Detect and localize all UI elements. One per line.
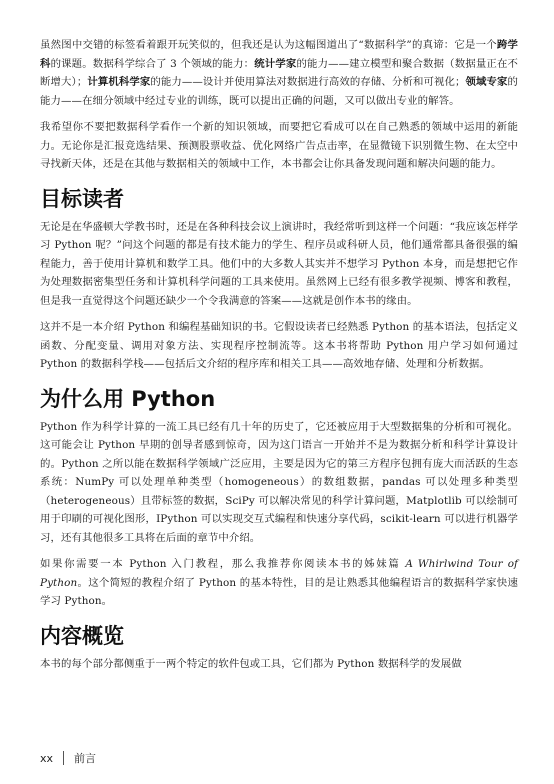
paragraph-overview: 本书的每个部分都侧重于一两个特定的软件包或工具，它们都为 Python 数据科学的发展做: [40, 657, 462, 670]
footer-section-title: 前言: [74, 752, 97, 765]
paragraph-why-python-2: [40, 555, 518, 611]
text-run: 的能力——建立模型和聚合数据（数据量正在不断增大）；: [40, 57, 518, 88]
heading-target-readers: 目标读者: [40, 186, 124, 211]
page-number: xx: [40, 751, 54, 765]
paragraph-why-python-1: Python 作为科学计算的一流工具已经有几十年的历史了，它还被应用于大型数据集的分析和可视化。这可能会让 Python 早期的创导者感到惊奇，因为这门语言一开始并不是为数据分析和科学计算设计的。Python 之所以能在数据科学领域广泛应用，主要是因为它的第三方程序包拥有庞大而活跃的生态系统：NumPy 可以处理单种类型（homogeneous）的数组数据，pandas 可以处理多种类型（heterogeneous）且带标签的数据，SciPy 可以解决常见的科学计算问题，Matplotlib 可以绘制可用于印刷的可视化图形，IPython 可以实现交互式编程和快速分享代码，scikit-learn 可以进行机器学习，还有其他很多工具将在后面的章节中介绍。: [40, 420, 518, 544]
heading-overview: 内容概览: [40, 623, 124, 648]
text-run: 虽然图中交错的标签看着跟开玩笑似的，但我还是认为这幅图道出了“数据科学”的真谛：它是一个: [40, 39, 497, 51]
bold-term: 领域专家: [465, 76, 508, 88]
text-run: 的能力——设计并使用算法对数据进行高效的存储、分析和可视化；: [150, 76, 466, 88]
paragraph-intro: [40, 36, 518, 110]
footer-divider: [63, 751, 64, 765]
text-run: 的能力——在细分领域中经过专业的训练，既可以提出正确的问题，又可以做出专业的解答。: [40, 76, 518, 107]
bold-term: 跨学科: [40, 39, 518, 70]
text-run: 的课题。数据科学综合了 3 个领域的能力：: [50, 57, 255, 70]
paragraph-skills: 我希望你不要把数据科学看作一个新的知识领域，而要把它看成可以在自己熟悉的领域中运用的新能力。无论你是汇报竞选结果、预测股票收益、优化网络广告点击率，在显微镜下识别微生物、在太空中寻找新天体，还是在其他与数据相关的领域中工作，本书都会让你具备发现问题和解决问题的能力。: [40, 121, 518, 170]
paragraph-readers-2: 这并不是一本介绍 Python 和编程基础知识的书。它假设读者已经熟悉 Python 的基本语法，包括定义函数、分配变量、调用对象方法、实现程序控制流等。这本书将帮助 Python 用户学习如何通过 Python 的数据科学栈——包括后文介绍的程序库和相关工具——高效地存储、处理和分析数据。: [40, 321, 518, 370]
text-run: 如果你需要一本 Python 入门教程，那么我推荐你阅读本书的姊妹篇: [40, 558, 406, 570]
heading-why-python: 为什么用 Python: [40, 386, 216, 411]
bold-term: 计算机科学家: [87, 76, 151, 88]
page-body: [40, 36, 518, 681]
paragraph-readers-1: 无论是在华盛顿大学教书时，还是在各种科技会议上演讲时，我经常听到这样一个问题：“我应该怎样学习 Python 呢？”问这个问题的都是有技术能力的学生、程序员或科研人员，他们通常都具备很强的编程能力，善于使用计算机和数学工具。他们中的大多数人其实并不想学习 Python 本身，而是想把它作为处理数据密集型任务和计算机科学问题的工具来使用。虽然网上已经有很多教学视频、博客和教程，但是我一直觉得这个问题还缺少一个令我满意的答案——这就是创作本书的缘由。: [40, 220, 518, 307]
page-footer: [40, 750, 96, 766]
book-title: A Whirlwind Tour of Python: [40, 558, 518, 589]
text-run: 。这个简短的教程介绍了 Python 的基本特性，目的是让熟悉其他编程语言的数据科学家快速学习 Python。: [40, 576, 518, 607]
bold-term: 统计学家: [254, 57, 297, 70]
